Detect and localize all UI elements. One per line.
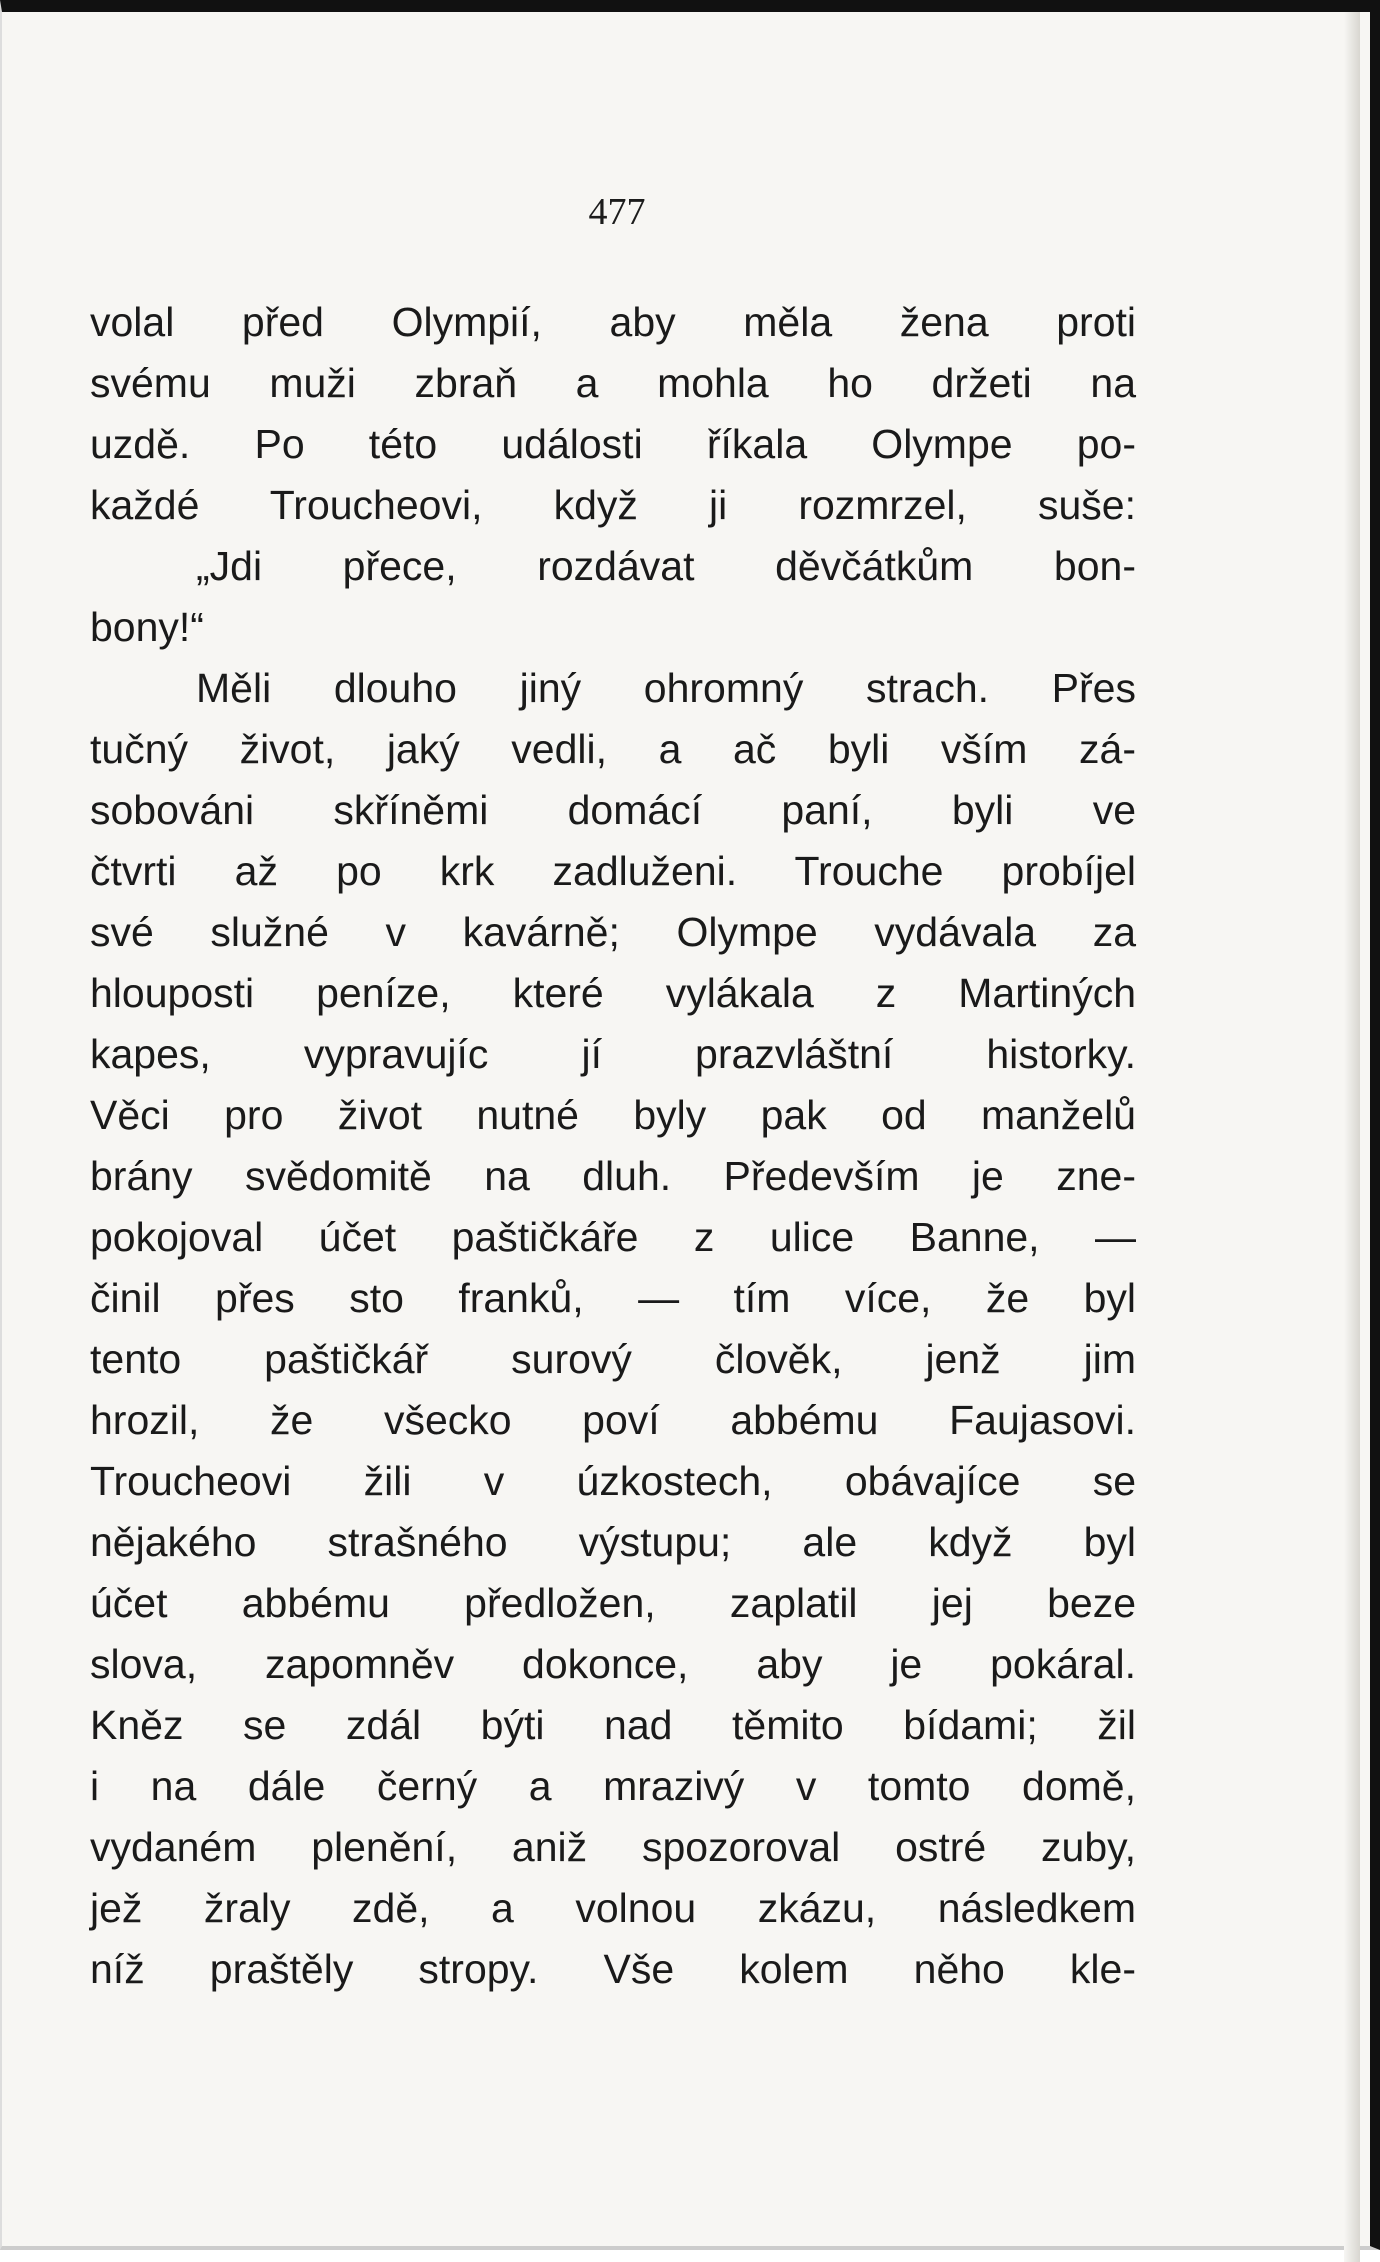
text-line: vydaném plenění, aniž spozoroval ostré zuby, <box>90 1824 1136 1870</box>
page-number: 477 <box>588 191 646 233</box>
text-line: každé Troucheovi, když ji rozmrzel, suše: <box>90 482 1136 528</box>
text-line: činil přes sto franků, — tím více, že byl <box>90 1275 1136 1321</box>
text-line: sobováni skříněmi domácí paní, byli ve <box>90 787 1136 833</box>
text-line: volal před Olympií, aby měla žena proti <box>90 299 1136 345</box>
text-line: jež žraly zdě, a volnou zkázu, následkem <box>90 1885 1136 1931</box>
text-line: kapes, vypravujíc jí prazvláštní historky. <box>90 1031 1136 1077</box>
text-line: účet abbému předložen, zaplatil jej beze <box>90 1580 1136 1626</box>
text-line: brány svědomitě na dluh. Především je zne- <box>90 1153 1136 1199</box>
text-line: nějakého strašného výstupu; ale když byl <box>90 1519 1136 1565</box>
text-line: tučný život, jaký vedli, a ač byli vším zá- <box>90 726 1136 772</box>
text-line: pokojoval účet paštičkáře z ulice Banne, — <box>90 1214 1136 1260</box>
text-line: tento paštičkář surový člověk, jenž jim <box>90 1336 1136 1382</box>
text-line: uzdě. Po této události říkala Olympe po- <box>90 421 1136 467</box>
text-line: slova, zapomněv dokonce, aby je pokáral. <box>90 1641 1136 1687</box>
text-line: Troucheovi žili v úzkostech, obávajíce se <box>90 1458 1136 1504</box>
text-line: hlouposti peníze, které vylákala z Martiných <box>90 970 1136 1016</box>
text-line: Kněz se zdál býti nad těmito bídami; žil <box>90 1702 1136 1748</box>
text-line: hrozil, že všecko poví abbému Faujasovi. <box>90 1397 1136 1443</box>
text-line: Věci pro život nutné byly pak od manželů <box>90 1092 1136 1138</box>
text-line: Měli dlouho jiný ohromný strach. Přes <box>196 665 1136 711</box>
text-line: bony!“ <box>90 604 204 650</box>
page-edge-shadow <box>1344 12 1360 2262</box>
text-line: svému muži zbraň a mohla ho držeti na <box>90 360 1136 406</box>
text-line: níž praštěly stropy. Vše kolem něho kle- <box>90 1946 1136 1992</box>
text-line: „Jdi přece, rozdávat děvčátkům bon- <box>196 543 1136 589</box>
text-line: i na dále černý a mrazivý v tomto domě, <box>90 1763 1136 1809</box>
text-line: své služné v kavárně; Olympe vydávala za <box>90 909 1136 955</box>
text-line: čtvrti až po krk zadluženi. Trouche probíjel <box>90 848 1136 894</box>
body-text <box>90 292 1136 2000</box>
